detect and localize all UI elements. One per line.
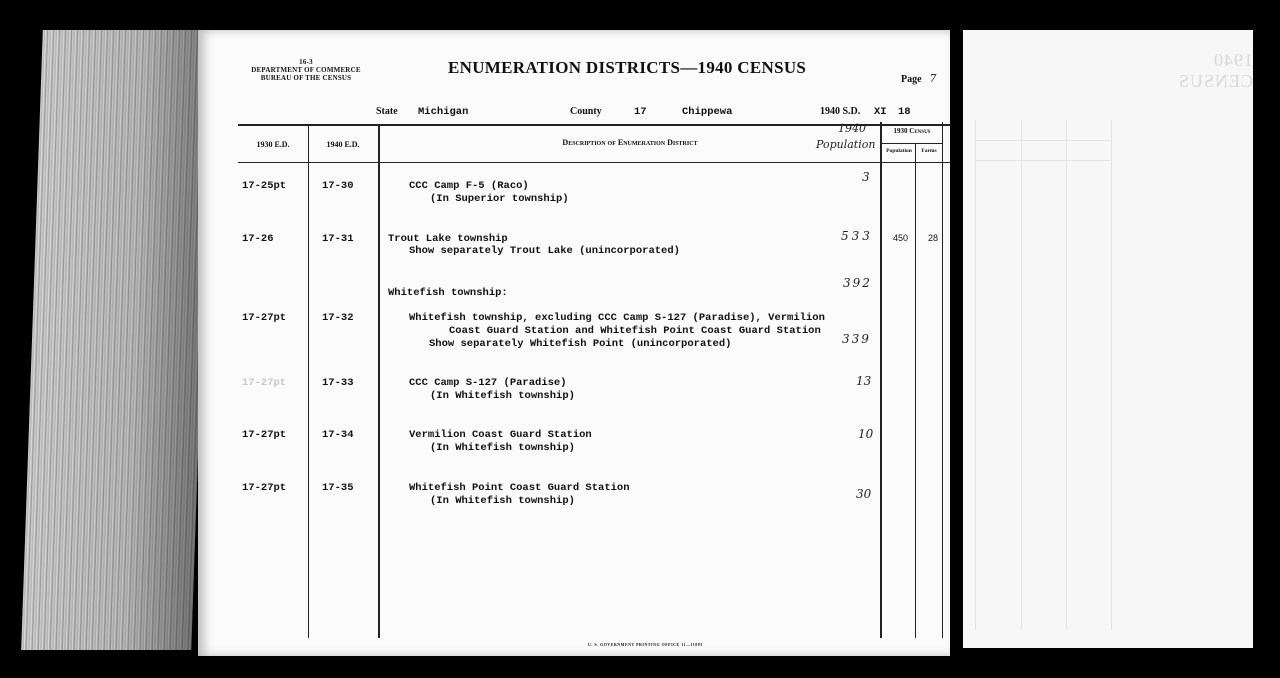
row-description: (In Superior township) [430, 193, 569, 205]
sd-mark: XI [874, 106, 887, 118]
county-value: Chippewa [682, 106, 733, 118]
col-divider-2 [378, 126, 380, 638]
facing-page-grid [975, 120, 1112, 630]
county-number: 17 [634, 106, 647, 118]
header-1940-ed: 1940 E.D. [326, 140, 360, 149]
row-description: CCC Camp F-5 (Raco) [409, 180, 529, 192]
form-number: 16-3 [299, 58, 313, 66]
col-divider-3 [880, 122, 882, 638]
ledger-page [198, 30, 950, 656]
row-description: (In Whitefish township) [430, 495, 575, 507]
page-number-block [901, 72, 937, 85]
row-description: Coast Guard Station and Whitefish Point Coast Guard Station [449, 325, 821, 337]
county-label: County [570, 106, 602, 117]
header-1930-ed: 1930 E.D. [256, 140, 290, 149]
row-description: Whitefish township, excluding CCC Camp S-127 (Paradise), Vermilion [409, 312, 825, 324]
header-1940-population: Population [816, 138, 876, 151]
book-page-edges [21, 30, 213, 650]
bureau-name: BUREAU OF THE CENSUS [260, 74, 352, 82]
row-1940-population: 392 [843, 276, 872, 290]
facing-page [963, 30, 1253, 648]
row-1940-ed: 17-30 [322, 180, 354, 192]
col-divider-1 [308, 126, 309, 638]
row-1930-ed: 17-25pt [242, 180, 287, 192]
row-description: Whitefish Point Coast Guard Station [409, 482, 630, 494]
header-population: Population [886, 148, 912, 154]
row-description: (In Whitefish township) [430, 390, 575, 402]
table-header-rule [238, 162, 950, 163]
row-1940-ed: 17-35 [322, 482, 354, 494]
row-description: Vermilion Coast Guard Station [409, 429, 592, 441]
printer-imprint: U. S. GOVERNMENT PRINTING OFFICE 11—11883 [588, 642, 703, 647]
header-1930-census: 1930 Census [893, 127, 931, 135]
row-1940-population: 3 [862, 170, 870, 184]
row-1930-ed: 17-27pt [242, 429, 287, 441]
page-label: Page [901, 74, 922, 85]
row-1940-population: 10 [858, 427, 874, 441]
state-label: State [376, 106, 398, 117]
col-divider-5 [942, 122, 943, 638]
facing-page-bleed-title: 1940 CENSUS [1177, 50, 1253, 91]
sd-number: 18 [898, 106, 911, 118]
row-description: CCC Camp S-127 (Paradise) [409, 377, 567, 389]
col-divider-4 [915, 144, 916, 638]
page-title: ENUMERATION DISTRICTS—1940 CENSUS [448, 58, 807, 77]
row-1930-ed: 17-27pt [242, 482, 287, 494]
department-name: DEPARTMENT OF COMMERCE [251, 66, 361, 74]
row-1940-ed: 17-32 [322, 312, 354, 324]
header-1940-year: 1940 [838, 122, 866, 135]
page-number: 7 [929, 72, 937, 85]
row-description: Show separately Whitefish Point (unincorporated) [429, 338, 732, 350]
row-1940-ed: 17-33 [322, 377, 354, 389]
department-block [236, 58, 376, 82]
row-1930-population: 450 [893, 233, 909, 243]
row-1940-population: 30 [856, 487, 872, 501]
sd-label: 1940 S.D. [820, 106, 861, 117]
state-value: Michigan [418, 106, 469, 118]
row-1940-population: 339 [842, 332, 871, 346]
row-1940-population: 533 [841, 229, 873, 243]
row-description: Show separately Trout Lake (unincorporated) [409, 245, 680, 257]
row-1930-farms: 28 [928, 233, 939, 243]
row-description: Whitefish township: [388, 287, 508, 299]
header-farms: Farms [921, 148, 937, 154]
census-subheader-rule [881, 143, 943, 144]
row-1940-ed: 17-31 [322, 233, 354, 245]
header-description: Description of Enumeration District [562, 138, 698, 147]
row-1930-ed: 17-27pt [242, 312, 287, 324]
row-1930-ed: 17-27pt [242, 377, 287, 389]
row-description: Trout Lake township [388, 233, 508, 245]
row-1930-ed: 17-26 [242, 233, 274, 245]
row-1940-ed: 17-34 [322, 429, 354, 441]
row-description: (In Whitefish township) [430, 442, 575, 454]
row-1940-population: 13 [856, 374, 872, 388]
